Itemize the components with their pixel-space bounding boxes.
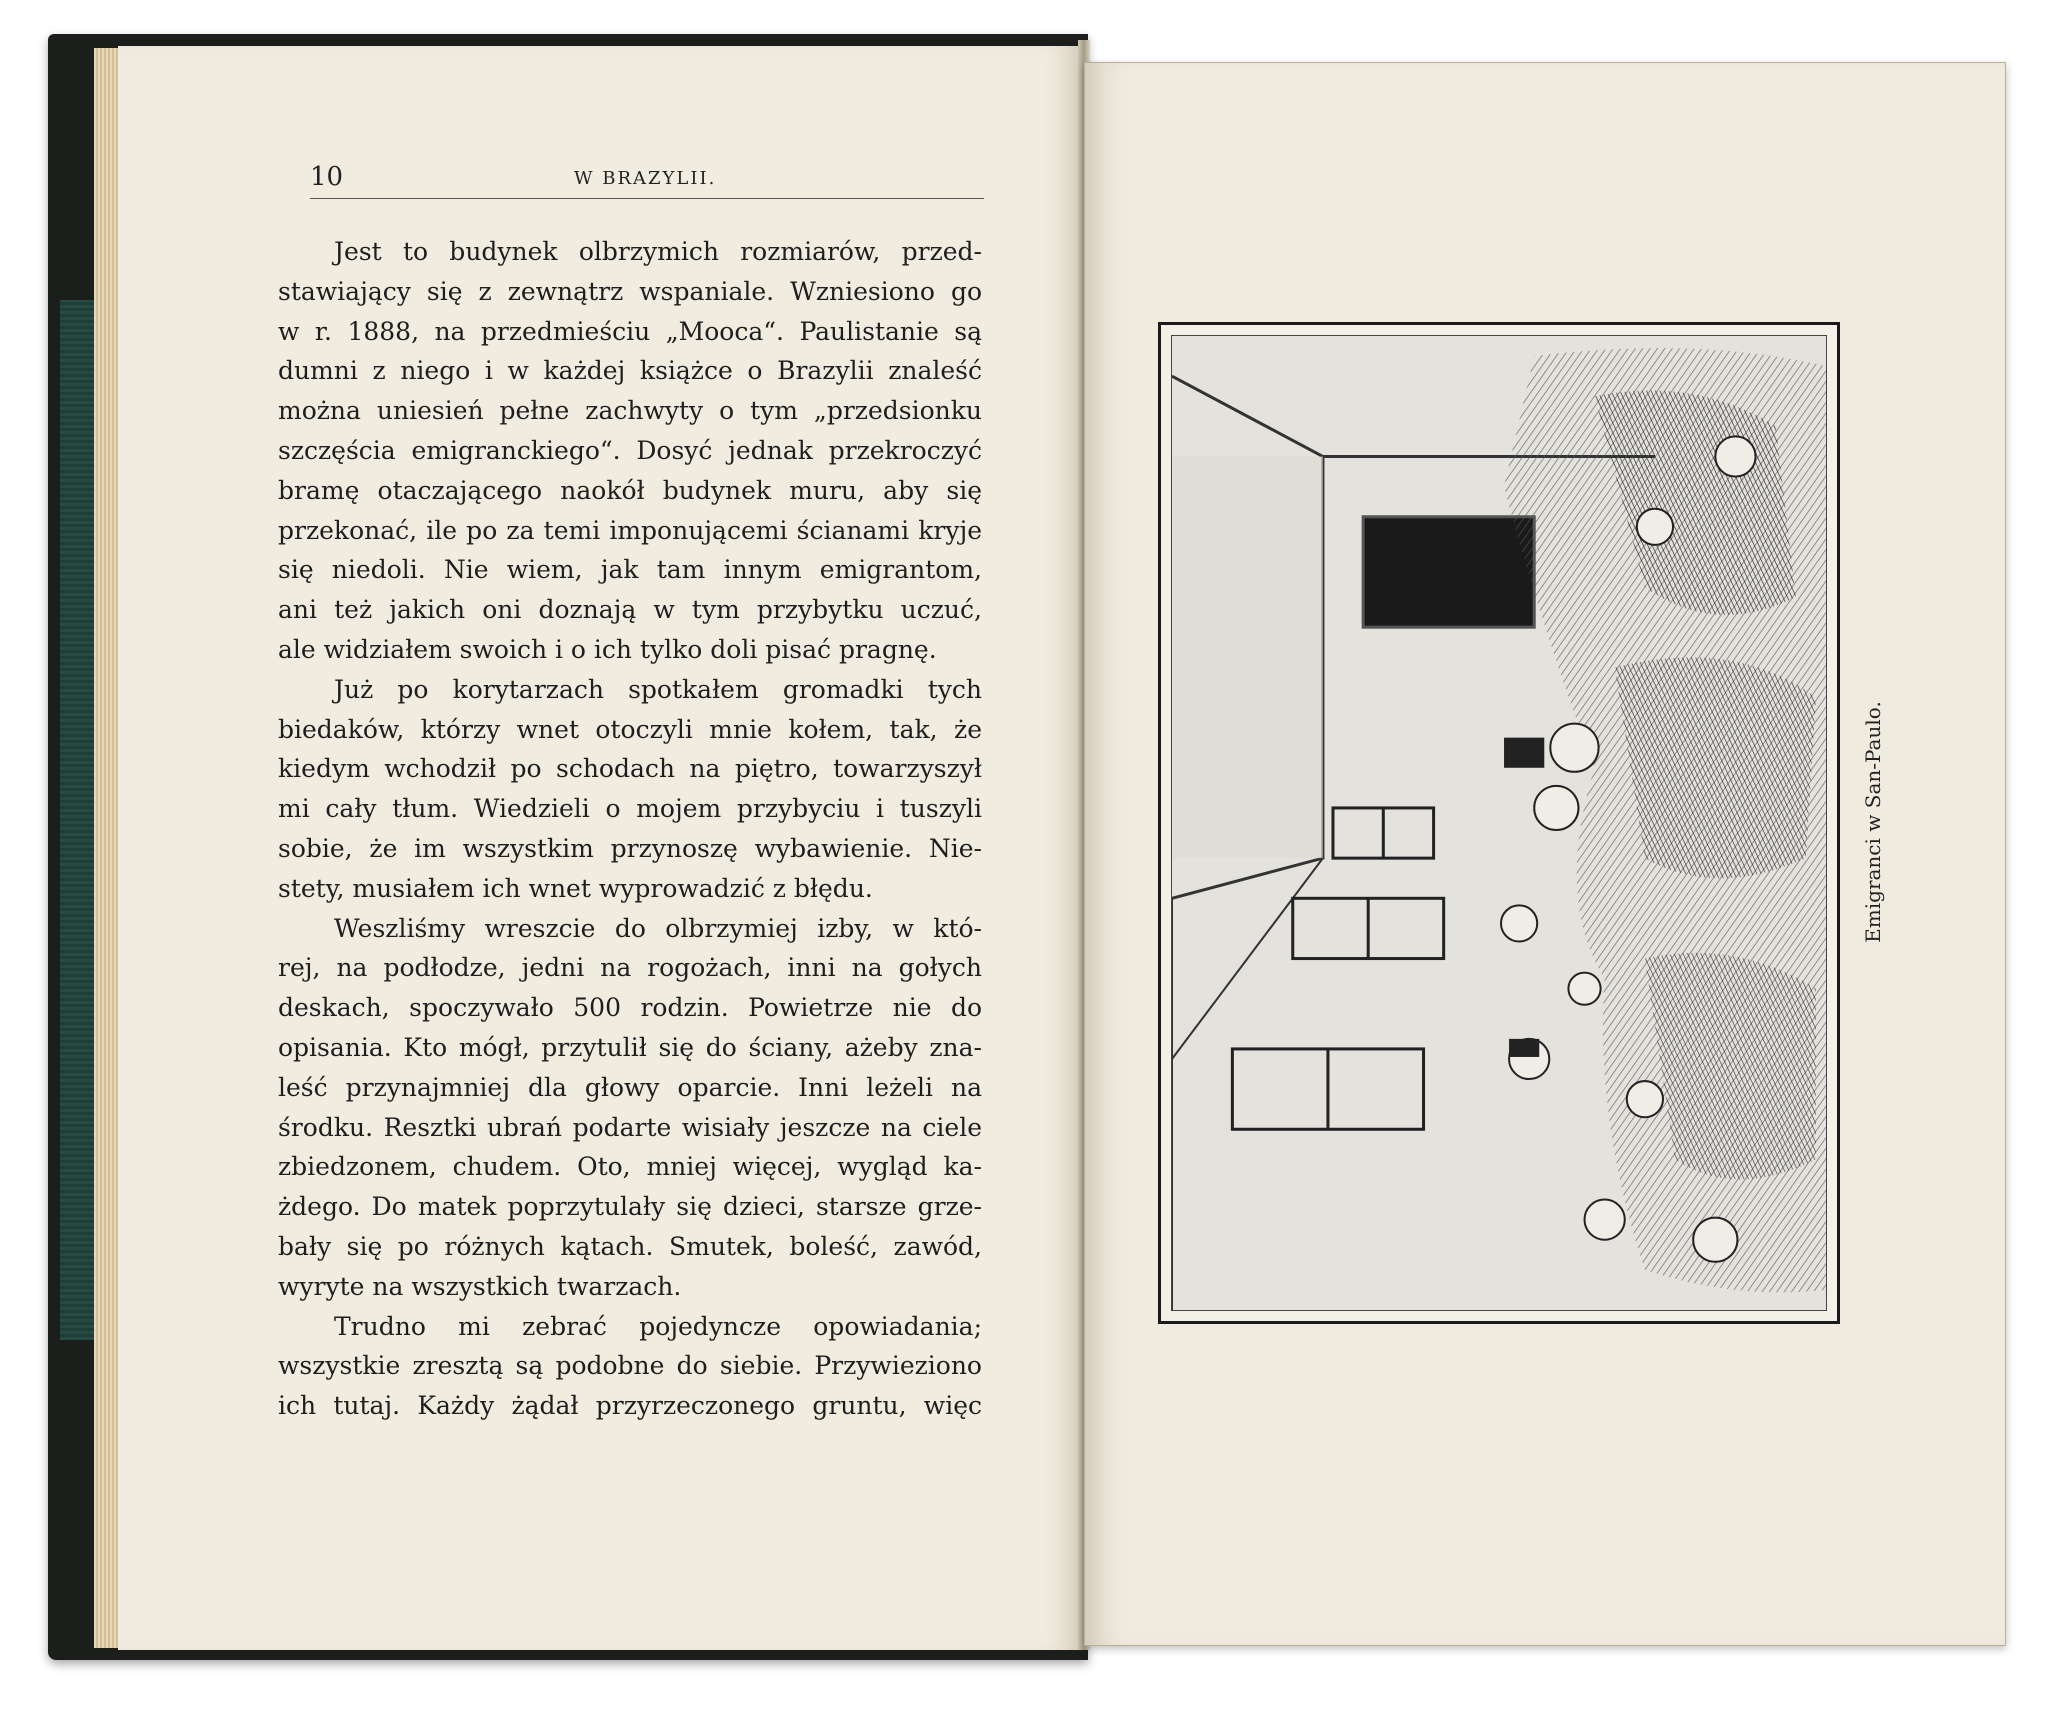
text-line: w r. 1888, na przedmieściu „Mooca“. Paulistanie są xyxy=(278,316,982,346)
text-line: wszystkie zresztą są podobne do siebie. Przywieziono xyxy=(278,1351,982,1381)
text-line: sobie, że im wszystkim przynoszę wybawienie. Nie- xyxy=(278,833,982,863)
text-line: zbiedzonem, chudem. Oto, mniej więcej, wygląd ka- xyxy=(278,1152,982,1182)
text-line: dumni z niego i w każdej książce o Brazylii znaleść xyxy=(278,356,982,386)
text-line: kiedym wchodził po schodach na piętro, towarzyszył xyxy=(278,754,982,784)
text-line: żdego. Do matek poprzytulały się dzieci, starsze grze- xyxy=(278,1192,982,1222)
text-line: przekonać, ile po za temi imponującemi ścianami kryje xyxy=(278,515,982,545)
text-line: ich tutaj. Każdy żądał przyrzeczonego gruntu, więc xyxy=(278,1391,982,1421)
text-line: bały się po różnych kątach. Smutek, boleść, zawód, xyxy=(278,1231,982,1261)
text-line: opisania. Kto mógł, przytulił się do ściany, ażeby zna- xyxy=(278,1032,982,1062)
text-line: środku. Resztki ubrań podarte wisiały jeszcze na ciele xyxy=(278,1112,982,1142)
page-number: 10 xyxy=(310,162,344,192)
text-line: się niedoli. Nie wiem, jak tam innym emigrantom, xyxy=(278,555,982,585)
engraving xyxy=(1171,335,1827,1311)
text-line: ale widziałem swoich i o ich tylko doli pisać pragnę. xyxy=(278,634,937,664)
spine-cloth xyxy=(60,300,94,1340)
text-line: mi cały tłum. Wiedzieli o mojem przybyciu i tuszyli xyxy=(278,794,982,824)
illustration-plate xyxy=(1158,322,1840,1324)
text-line: Weszliśmy wreszcie do olbrzymiej izby, w któ- xyxy=(334,913,982,943)
text-line: Jest to budynek olbrzymich rozmiarów, przed- xyxy=(334,237,982,266)
text-line: stety, musiałem ich wnet wyprowadzić z błędu. xyxy=(278,873,873,903)
text-line: ani też jakich oni doznają w tym przybytku uczuć, xyxy=(278,595,982,625)
text-line: Trudno mi zebrać pojedyncze opowiadania; xyxy=(334,1311,982,1341)
text-line: stawiający się z zewnątrz wspaniale. Wzniesiono go xyxy=(278,276,982,306)
running-title: W BRAZYLII. xyxy=(574,168,717,189)
text-line: deskach, spoczywało 500 rodzin. Powietrze nie do xyxy=(278,993,982,1023)
running-head xyxy=(310,162,984,199)
body-text xyxy=(278,232,982,1426)
text-line: wyryte na wszystkich twarzach. xyxy=(278,1271,682,1301)
text-line: biedaków, którzy wnet otoczyli mnie kołem, tak, że xyxy=(278,714,982,744)
engraving-svg xyxy=(1172,336,1826,1310)
plate-caption: Emigranci w San-Paulo. xyxy=(1861,701,1885,943)
text-line: szczęścia emigranckiego“. Dosyć jednak przekroczyć xyxy=(278,435,982,465)
text-line: bramę otaczającego naokół budynek muru, aby się xyxy=(278,475,982,505)
text-line: rej, na podłodze, jedni na rogożach, inni na gołych xyxy=(278,953,982,983)
text-line: można uniesień pełne zachwyty o tym „przedsionku xyxy=(278,396,982,426)
text-line: Już po korytarzach spotkałem gromadki tych xyxy=(334,674,982,704)
text-line: leść przynajmniej dla głowy oparcie. Inni leżeli na xyxy=(278,1072,982,1102)
